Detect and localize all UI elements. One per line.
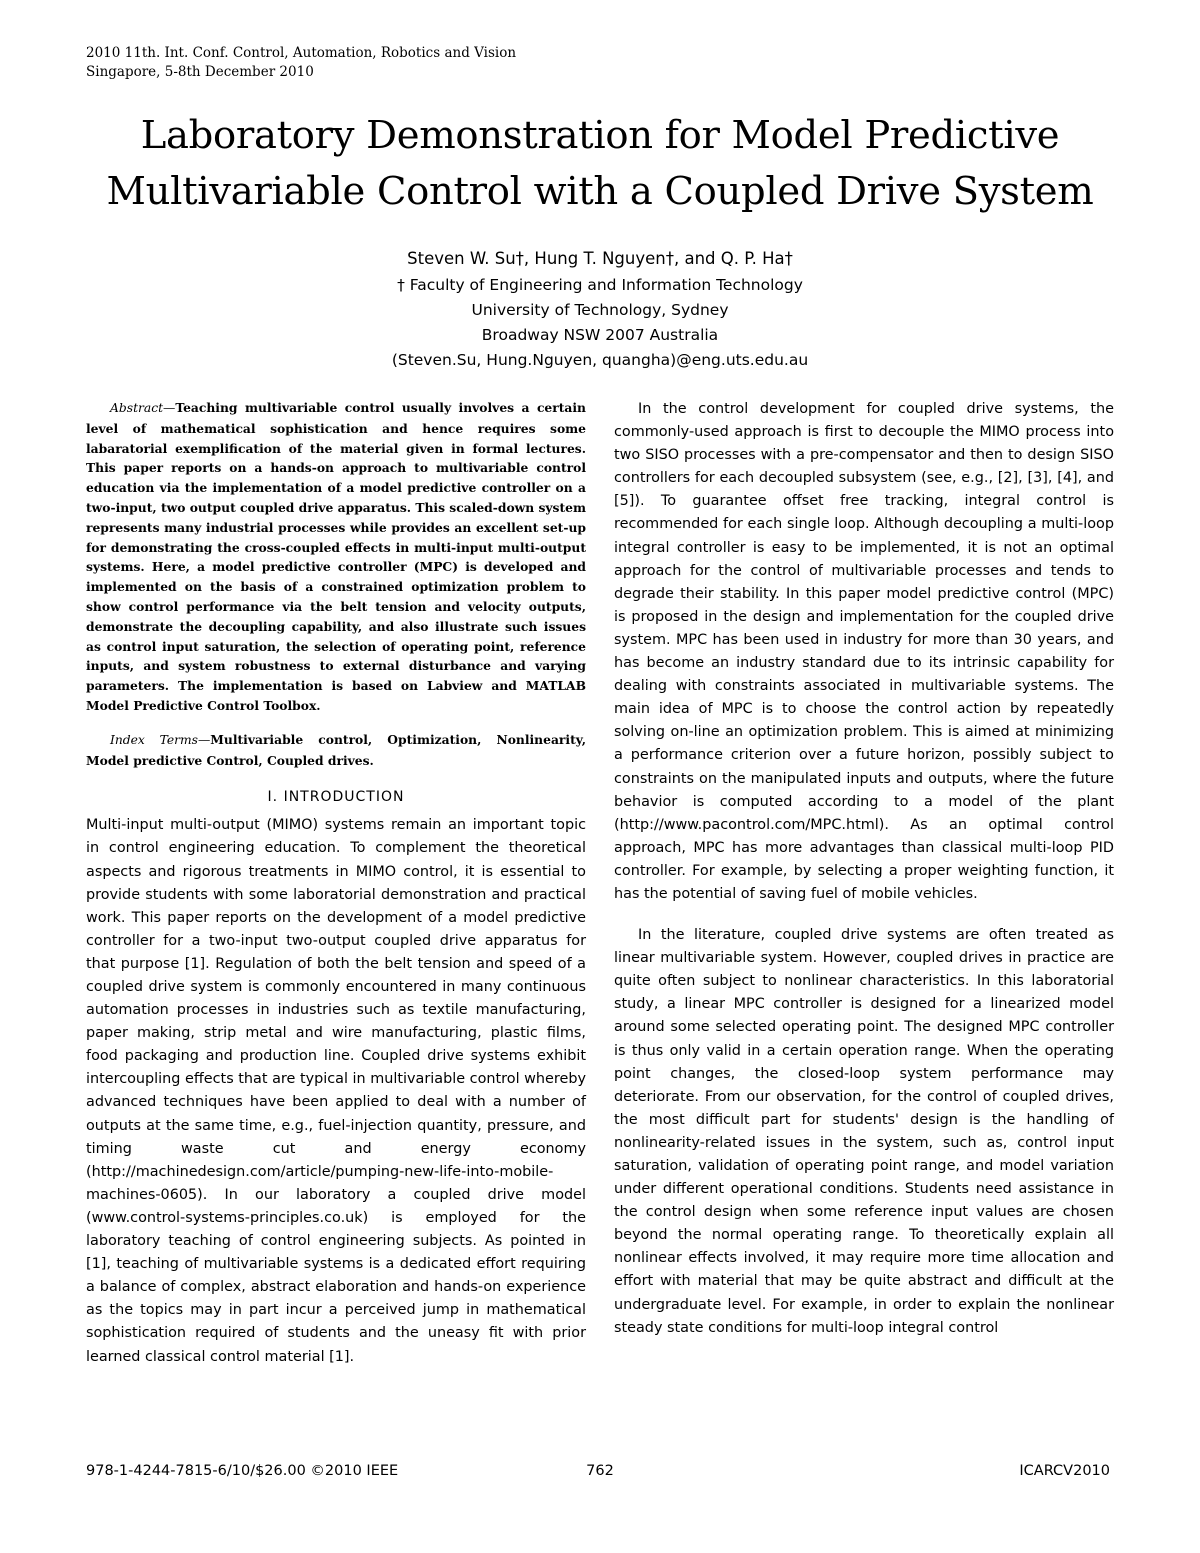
affiliation-faculty: † Faculty of Engineering and Information Technology	[397, 276, 803, 294]
left-column	[86, 398, 586, 1369]
index-terms-text: Multivariable control, Optimization, Nonlinearity, Model predictive Control, Coupled drives.	[86, 731, 586, 768]
author-emails: (Steven.Su, Hung.Nguyen, quangha)@eng.uts.edu.au	[391, 351, 809, 369]
footer-page-number: 762	[586, 1463, 614, 1479]
paper-title-line-1: Laboratory Demonstration for Model Predictive	[140, 113, 1060, 158]
author-names: Steven W. Su†, Hung T. Nguyen†, and Q. P. Ha†	[407, 249, 793, 268]
intro-paragraph-3: In the literature, coupled drive systems are often treated as linear multivariable system. However, coupled drives in practice are quite often subject to nonlinear characteristics. In this laboratorial study, a linear MPC controller is designed for a linearized model around some selected operating point. The designed MPC controller is thus only valid in a certain operation range. When the operating point changes, the closed-loop system performance may deteriorate. From our observation, for the control of coupled drives, the most difficult part for students' design is the handling of nonlinearity-related issues in the system, such as, control input saturation, validation of operating point range, and model variation under different operational conditions. Students need assistance in the control design when some reference input values are chosen beyond the normal operating range. To theoretically explain all nonlinear effects involved, it may require more time allocation and effort with material that may be quite abstract and difficult at the undergraduate level. For example, in order to explain the nonlinear steady state conditions for multi-loop integral control	[614, 927, 1114, 1336]
paper-title-line-2: Multivariable Control with a Coupled Drive System	[106, 169, 1094, 214]
conference-header	[86, 44, 516, 82]
footer-venue: ICARCV2010	[1019, 1463, 1110, 1479]
affiliation-university: University of Technology, Sydney	[471, 301, 729, 319]
index-terms	[86, 730, 586, 771]
right-column	[614, 398, 1114, 1340]
section-heading-introduction: I. INTRODUCTION	[267, 789, 405, 806]
author-block	[0, 246, 1200, 373]
conference-name: 2010 11th. Int. Conf. Control, Automation, Robotics and Vision	[86, 45, 517, 61]
conference-location-date: Singapore, 5-8th December 2010	[86, 64, 314, 80]
intro-paragraph-2: In the control development for coupled drive systems, the commonly-used approach is first to decouple the MIMO process into two SISO processes with a pre-compensator and then to design SISO controllers for each decoupled subsystem (see, e.g., [2], [3], [4], and [5]). To guarantee offset free tracking, integral control is recommended for each single loop. Although decoupling a multi-loop integral controller is easy to be implemented, it is not an optimal approach for the control of multivariable processes and tends to degrade their stability. In this paper model predictive control (MPC) is proposed in the design and implementation for the coupled drive system. MPC has been used in industry for more than 30 years, and has become an industry standard due to its intrinsic capability for dealing with constraints associated in multivariable systems. The main idea of MPC is to choose the control action by repeatedly solving on-line an optimization problem. This is aimed at minimizing a performance criterion over a future horizon, possibly subject to constraints on the manipulated inputs and outputs, where the future behavior is computed according to a model of the plant (http://www.pacontrol.com/MPC.html). As an optimal control approach, MPC has more advantages than classical multi-loop PID controller. For example, by selecting a proper weighting function, it has the potential of saving fuel of mobile vehicles.	[614, 401, 1114, 902]
abstract	[86, 398, 586, 716]
abstract-label: Abstract—	[110, 401, 176, 415]
intro-paragraph-1: Multi-input multi-output (MIMO) systems remain an important topic in control engineering education. To complement the theoretical aspects and rigorous treatments in MIMO control, it is essential to provide students with some laboratorial demonstration and practical work. This paper reports on the development of a model predictive controller for a two-input two-output coupled drive apparatus for that purpose [1]. Regulation of both the belt tension and speed of a coupled drive system is commonly encountered in many continuous automation processes in industries such as textile manufacturing, paper making, strip metal and wire manufacturing, plastic films, food packaging and production line. Coupled drive systems exhibit intercoupling effects that are typical in multivariable control whereby advanced techniques have been applied to deal with a number of outputs at the same time, e.g., fuel-injection quantity, pressure, and timing waste cut and energy economy (http://machinedesign.com/article/pumping-new-life-into-mobile-machines-0605). In our laboratory a coupled drive model (www.control-systems-principles.co.uk) is employed for the laboratory teaching of control engineering subjects. As pointed in [1], teaching of multivariable systems is a dedicated effort requiring a balance of complex, abstract elaboration and hands-on experience as the topics may in part incur a perceived jump in mathematical sophistication required of students and the uneasy fit with prior learned classical control material [1].	[86, 817, 586, 1365]
footer-isbn: 978-1-4244-7815-6/10/$26.00 ©2010 IEEE	[86, 1463, 399, 1479]
paper-title	[0, 108, 1200, 220]
index-terms-label: Index Terms—	[110, 732, 211, 747]
affiliation-address: Broadway NSW 2007 Australia	[481, 326, 719, 344]
abstract-text: Teaching multivariable control usually involves a certain level of mathematical sophistication and hence requires some labaratorial exemplification of the material given in formal lectures. This paper reports on a hands-on approach to multivariable control education via the implementation of a model predictive controller on a two-input, two output coupled drive apparatus. This scaled-down system represents many industrial processes while provides an excellent set-up for demonstrating the cross-coupled effects in multi-input multi-output systems. Here, a model predictive controller (MPC) is developed and implemented on the basis of a constrained optimization problem to show control performance via the belt tension and velocity outputs, demonstrate the decoupling capability, and also illustrate such issues as control input saturation, the selection of operating point, reference inputs, and system robustness to external disturbance and varying parameters. The implementation is based on Labview and MATLAB Model Predictive Control Toolbox.	[86, 400, 586, 713]
